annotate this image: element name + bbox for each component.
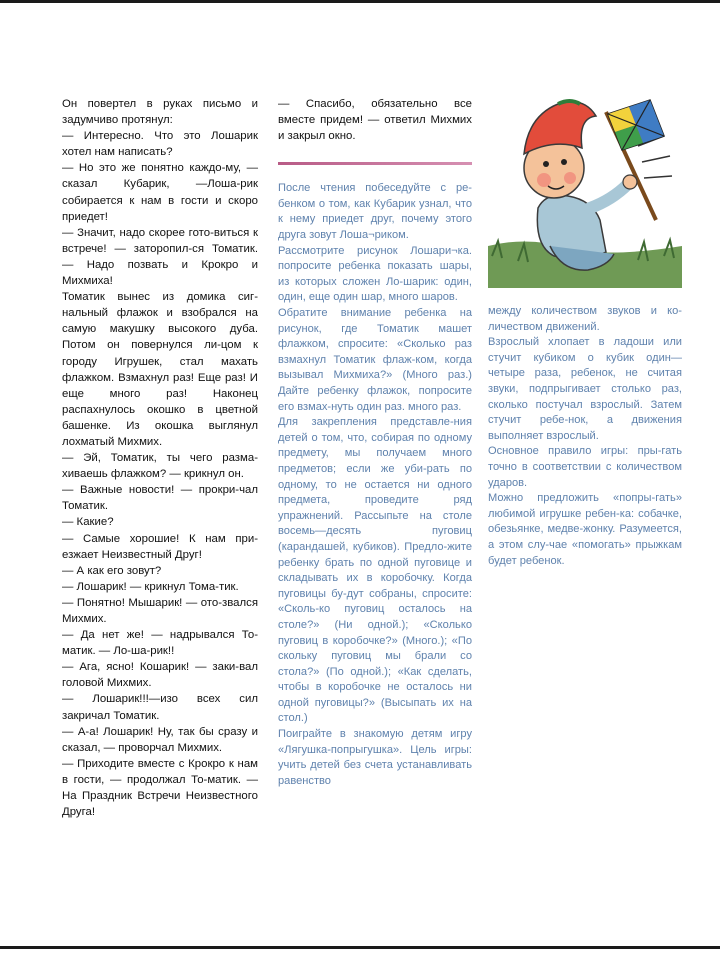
arm xyxy=(590,184,628,208)
story-paragraph: Томатик вынес из домика сиг-нальный флажок и взобрался на самую макушку высокого дуба. Потом он повернулся ли-цом к городу Игрушек, стал махать флажком. Взмахнул раз! Еще раз! И еще много раз! Наконец распахнулось окошко в цветной башенке. Из окошка выглянул лохматый Михмих. xyxy=(62,291,258,448)
cheek xyxy=(564,172,576,184)
eye xyxy=(543,161,549,167)
story-paragraph: — Лошарик! — крикнул Тома-тик. xyxy=(62,580,239,593)
advice-paragraph: Можно предложить «попры-гать» любимой игрушке ребен-ка: собачке, обезьянке, медве-жонку. Разумеется, а этом слу-чае «помогать» прыжкам будет ребенок. xyxy=(488,492,682,567)
story-paragraph: — Понятно! Мышарик! — ото-звался Михмих. xyxy=(62,596,258,625)
top-rule xyxy=(0,0,720,3)
story-paragraph: Он повертел в руках письмо и задумчиво протянул: xyxy=(62,98,258,127)
column-2 xyxy=(278,96,472,789)
hand xyxy=(623,175,637,189)
story-paragraph: — Самые хорошие! К нам при-езжает Неизвестный Друг! xyxy=(62,532,258,561)
story-paragraph: — Какие? xyxy=(62,516,114,529)
story-paragraph: — Интересно. Что это Лошарик хотел нам написать? xyxy=(62,130,258,159)
story-paragraph: — Важные новости! — прокри-чал Томатик. xyxy=(62,484,258,513)
story-paragraph: — Но это же понятно каждо-му, — сказал Кубарик, —Лоша-рик собирается к нам в гости и скоро приедет! xyxy=(62,162,258,223)
advice-paragraph: Для закрепления представле-ния детей о том, что, собирая по одному предмету, мы получаем много предметов; если же уби-рать по одному, то не остается ни одного предмета, проведите ряд упражнений. Рассыпьте на столе восемь—десять пуговиц (карандашей, кубиков). Предло-жите ребенку брать по одной пуговице и складывать их в коробочку. Когда пуговицы бу-дут собраны, спросите: «Сколь-ко пуговиц осталось на столе?» (Ни одной.); «Сколько пуговиц в коробочке?» (Много.); «По скольку пуговиц мы брали со стола?» (По одной.); «Как сделать, чтобы в коробочке не осталось ни одной пуговицы?» (Высыпать их на стол.) xyxy=(278,416,472,725)
story-ending xyxy=(278,96,472,144)
story-paragraph: — А-а! Лошарик! Ну, так бы сразу и сказал, — проворчал Михмих. xyxy=(62,725,258,754)
advice-paragraph: Взрослый хлопает в ладоши или стучит кубиком о кубик один—четыре раза, ребенок, не считая звуки, подпрыгивает столько раз, сколько постучал взрослый. Затем стучит ребе-нок, а движения выполняет взрослый. xyxy=(488,336,682,442)
bottom-rule xyxy=(0,946,720,949)
story-column-1 xyxy=(62,96,258,820)
advice-paragraph: Обратите внимание ребенка на рисунок, где Томатик машет флажком, спросите: «Сколько раз взмахнул Томатик флаж-ком, когда вызывал Михмиха?» (Много раз.) Дайте ребенку флажок, попросите его взмах-нуть один раз. много раз. xyxy=(278,307,472,413)
story-paragraph: — Приходите вместе с Крокро к нам в гости, — продолжал То-матик. — На Праздник Встречи Неизвестного Друга! xyxy=(62,757,258,819)
advice-paragraph: Поиграйте в знакомую детям игру «Лягушка-попрыгушка». Цель игры: учить детей без счета устанавливать равенство xyxy=(278,728,472,787)
advice-section xyxy=(278,181,472,789)
advice-paragraph: Основное правило игры: пры-гать точно в соответствии с количеством ударов. xyxy=(488,445,682,489)
advice-column-3 xyxy=(488,304,682,569)
advice-paragraph: Рассмотрите рисунок Лошари¬ка. попросите ребенка показать шары, из которых сложен Ло-шарик: один, один, еще один шар, много шаров. xyxy=(278,244,472,304)
story-paragraph: — А как его зовут? xyxy=(62,564,162,577)
illustration-svg xyxy=(488,96,682,288)
story-paragraph: — Да нет же! — надрывался То-матик. — Ло-ша-рик!! xyxy=(62,629,258,658)
section-divider xyxy=(278,162,472,165)
advice-paragraph: После чтения побеседуйте с ре-бенком о том, как Кубарик узнал, что к нему приедет друг, почему этого друга зовут Лоша¬риком. xyxy=(278,182,472,242)
eye xyxy=(561,159,567,165)
story-paragraph: — Значит, надо скорее гото-виться к встрече! — заторопил-ся Томатик. — Надо позвать и Крокро и Михмиха! xyxy=(62,226,258,288)
story-paragraph: — Ага, ясно! Кошарик! — заки-вал головой Михмих. xyxy=(62,661,258,690)
story-paragraph: — Эй, Томатик, ты чего разма-хиваешь флажком? — крикнул он. xyxy=(62,452,258,481)
cheek xyxy=(537,173,551,187)
story-paragraph: — Спасибо, обязательно все вместе придем! — ответил Михмих и закрыл окно. xyxy=(278,98,472,143)
advice-paragraph: между количеством звуков и ко-личеством движений. xyxy=(488,305,682,333)
story-paragraph: — Лошарик!!!—изо всех сил закричал Томатик. xyxy=(62,693,258,722)
tomatik-waving-flag-illustration xyxy=(488,96,682,288)
